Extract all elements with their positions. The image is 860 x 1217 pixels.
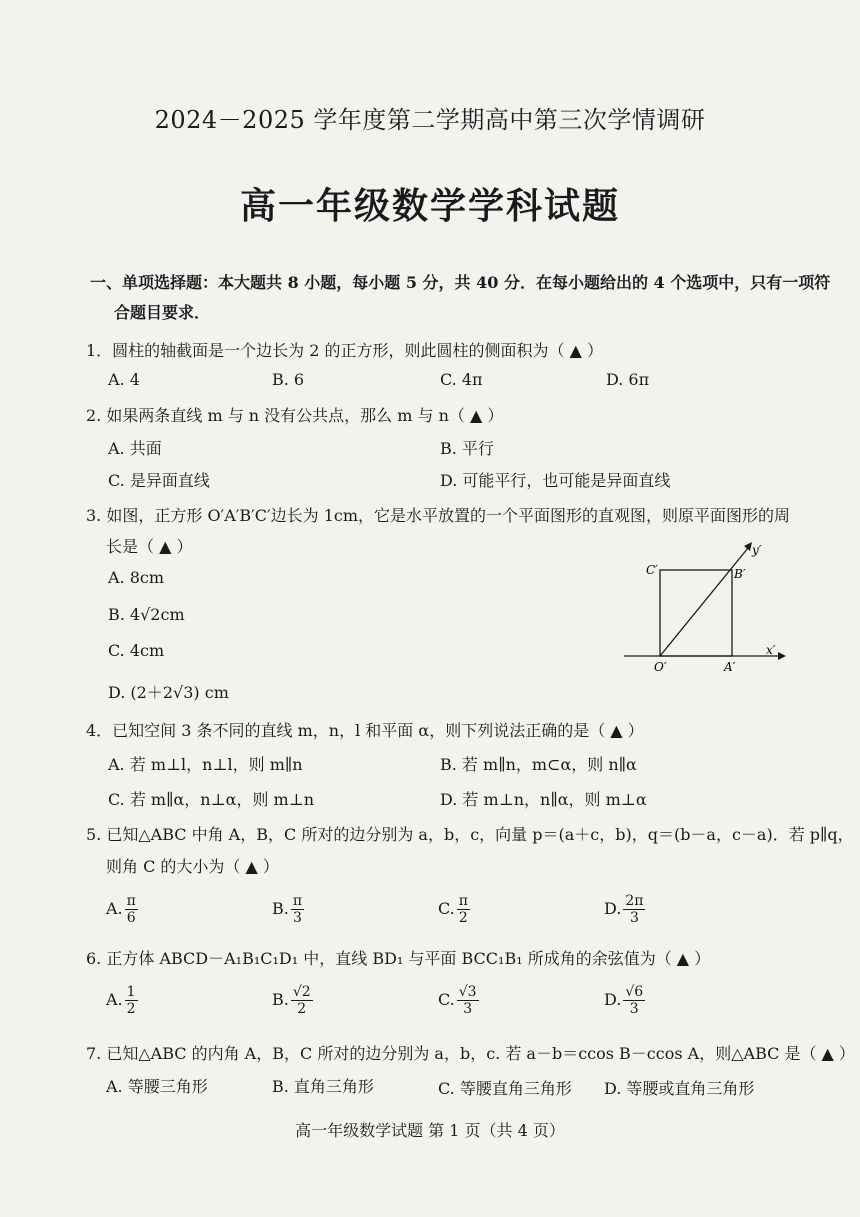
numerator: 1 [126, 984, 136, 1000]
denominator: 6 [126, 910, 136, 926]
question-6-option-c [438, 985, 481, 1016]
option-label: D. [604, 899, 622, 918]
numerator: π [458, 893, 468, 909]
page-footer: 高一年级数学试题 第 1 页（共 4 页） [295, 1121, 565, 1140]
denominator: 3 [629, 910, 639, 926]
question-7-option-d: D. 等腰或直角三角形 [604, 1079, 755, 1098]
question-1-option-c: C. 4π [440, 370, 483, 389]
question-4-option-c: C. 若 m∥α，n⊥α，则 m⊥n [108, 790, 315, 809]
question-2-stem: 2. 如果两条直线 m 与 n 没有公共点，那么 m 与 n（ ▲ ） [86, 406, 504, 425]
question-1-option-b: B. 6 [272, 370, 305, 389]
fraction [125, 894, 138, 925]
y-axis [660, 548, 748, 656]
question-7-option-c: C. 等腰直角三角形 [438, 1079, 572, 1098]
section-heading-cont: 合题目要求． [114, 303, 211, 322]
question-7-option-b: B. 直角三角形 [272, 1077, 374, 1096]
question-2-option-d: D. 可能平行，也可能是异面直线 [440, 471, 671, 490]
question-3-stem: 3. 如图，正方形 O′A′B′C′边长为 1cm，它是水平放置的一个平面图形的直观图，则原平面图形的周 [86, 506, 791, 525]
option-label: A. [106, 990, 123, 1009]
question-4-option-b: B. 若 m∥n，m⊂α，则 n∥α [440, 755, 637, 774]
option-label: B. [272, 899, 289, 918]
question-5-option-c [438, 894, 472, 925]
numerator: π [126, 893, 136, 909]
question-5-option-d [604, 894, 647, 925]
fraction [623, 894, 645, 925]
exam-header: 2024－2025 学年度第二学期高中第三次学情调研 [154, 106, 706, 134]
question-3-stem-cont: 长是（ ▲ ） [106, 537, 193, 556]
question-1-option-a: A. 4 [108, 370, 140, 389]
question-3-option-a: A. 8cm [108, 568, 165, 587]
numerator: √2 [292, 984, 311, 1000]
y-axis-arrow [744, 542, 752, 551]
question-6-option-b [272, 985, 315, 1016]
point-o-label: O′ [654, 660, 667, 672]
section-heading: 一、单项选择题：本大题共 8 小题，每小题 5 分，共 40 分．在每小题给出的 4 个选项中，只有一项符 [90, 273, 831, 292]
y-axis-label: y′ [752, 543, 762, 557]
fraction [457, 985, 479, 1016]
x-axis-label: x′ [766, 643, 776, 657]
numerator: √3 [458, 984, 477, 1000]
point-b-label: B′ [734, 567, 746, 581]
question-4-stem: 4．已知空间 3 条不同的直线 m，n，l 和平面 α，则下列说法正确的是（ ▲ ） [86, 721, 644, 740]
fraction [291, 985, 313, 1016]
option-label: C. [438, 990, 455, 1009]
question-2-option-b: B. 平行 [440, 439, 494, 458]
exam-title: 高一年级数学学科试题 [239, 185, 620, 227]
numerator: √6 [625, 984, 644, 1000]
denominator: 3 [292, 910, 302, 926]
question-3-option-b: B. 4√2cm [108, 605, 185, 624]
question-7-option-a: A. 等腰三角形 [106, 1077, 208, 1096]
numerator: 2π [625, 893, 644, 909]
x-axis-arrow [778, 652, 786, 660]
fraction [291, 894, 304, 925]
question-5-option-b [272, 894, 306, 925]
fraction [457, 894, 470, 925]
numerator: π [292, 893, 303, 909]
question-5-option-a [106, 894, 140, 925]
question-2-option-c: C. 是异面直线 [108, 471, 210, 490]
question-5-stem-cont: 则角 C 的大小为（ ▲ ） [106, 857, 279, 876]
question-6-option-d [604, 985, 647, 1016]
question-4-option-a: A. 若 m⊥l，n⊥l，则 m∥n [108, 755, 303, 774]
question-1-stem: 1．圆柱的轴截面是一个边长为 2 的正方形，则此圆柱的侧面积为（ ▲ ） [86, 341, 604, 360]
question-2-option-a: A. 共面 [108, 439, 162, 458]
denominator: 3 [629, 1001, 639, 1017]
question-3-option-c: C. 4cm [108, 641, 165, 660]
question-5-stem: 5. 已知△ABC 中角 A，B，C 所对的边分别为 a，b，c，向量 p＝(a＋c，b)，q＝(b－a，c－a)．若 p∥q， [86, 825, 854, 844]
point-c-label: C′ [646, 563, 658, 577]
question-4-option-d: D. 若 m⊥n，n∥α，则 m⊥α [440, 790, 647, 809]
question-7-stem: 7. 已知△ABC 的内角 A，B，C 所对的边分别为 a，b，c. 若 a－b＝ccos B－ccos A，则△ABC 是（ ▲ ） [86, 1044, 855, 1063]
question-1-option-d: D. 6π [606, 370, 650, 389]
denominator: 2 [126, 1001, 136, 1017]
denominator: 2 [297, 1001, 307, 1017]
denominator: 2 [458, 910, 468, 926]
fraction [125, 985, 138, 1016]
option-label: A. [106, 899, 123, 918]
point-a-label: A′ [724, 660, 736, 672]
fraction [623, 985, 645, 1016]
denominator: 3 [463, 1001, 473, 1017]
q3-figure [618, 532, 788, 672]
option-label: B. [272, 990, 289, 1009]
question-6-option-a [106, 985, 140, 1016]
option-label: C. [438, 899, 455, 918]
option-label: D. [604, 990, 622, 1009]
question-3-option-d: D. (2＋2√3) cm [108, 683, 229, 702]
question-6-stem: 6. 正方体 ABCD－A₁B₁C₁D₁ 中，直线 BD₁ 与平面 BCC₁B₁ 所成角的余弦值为（ ▲ ） [86, 949, 711, 968]
